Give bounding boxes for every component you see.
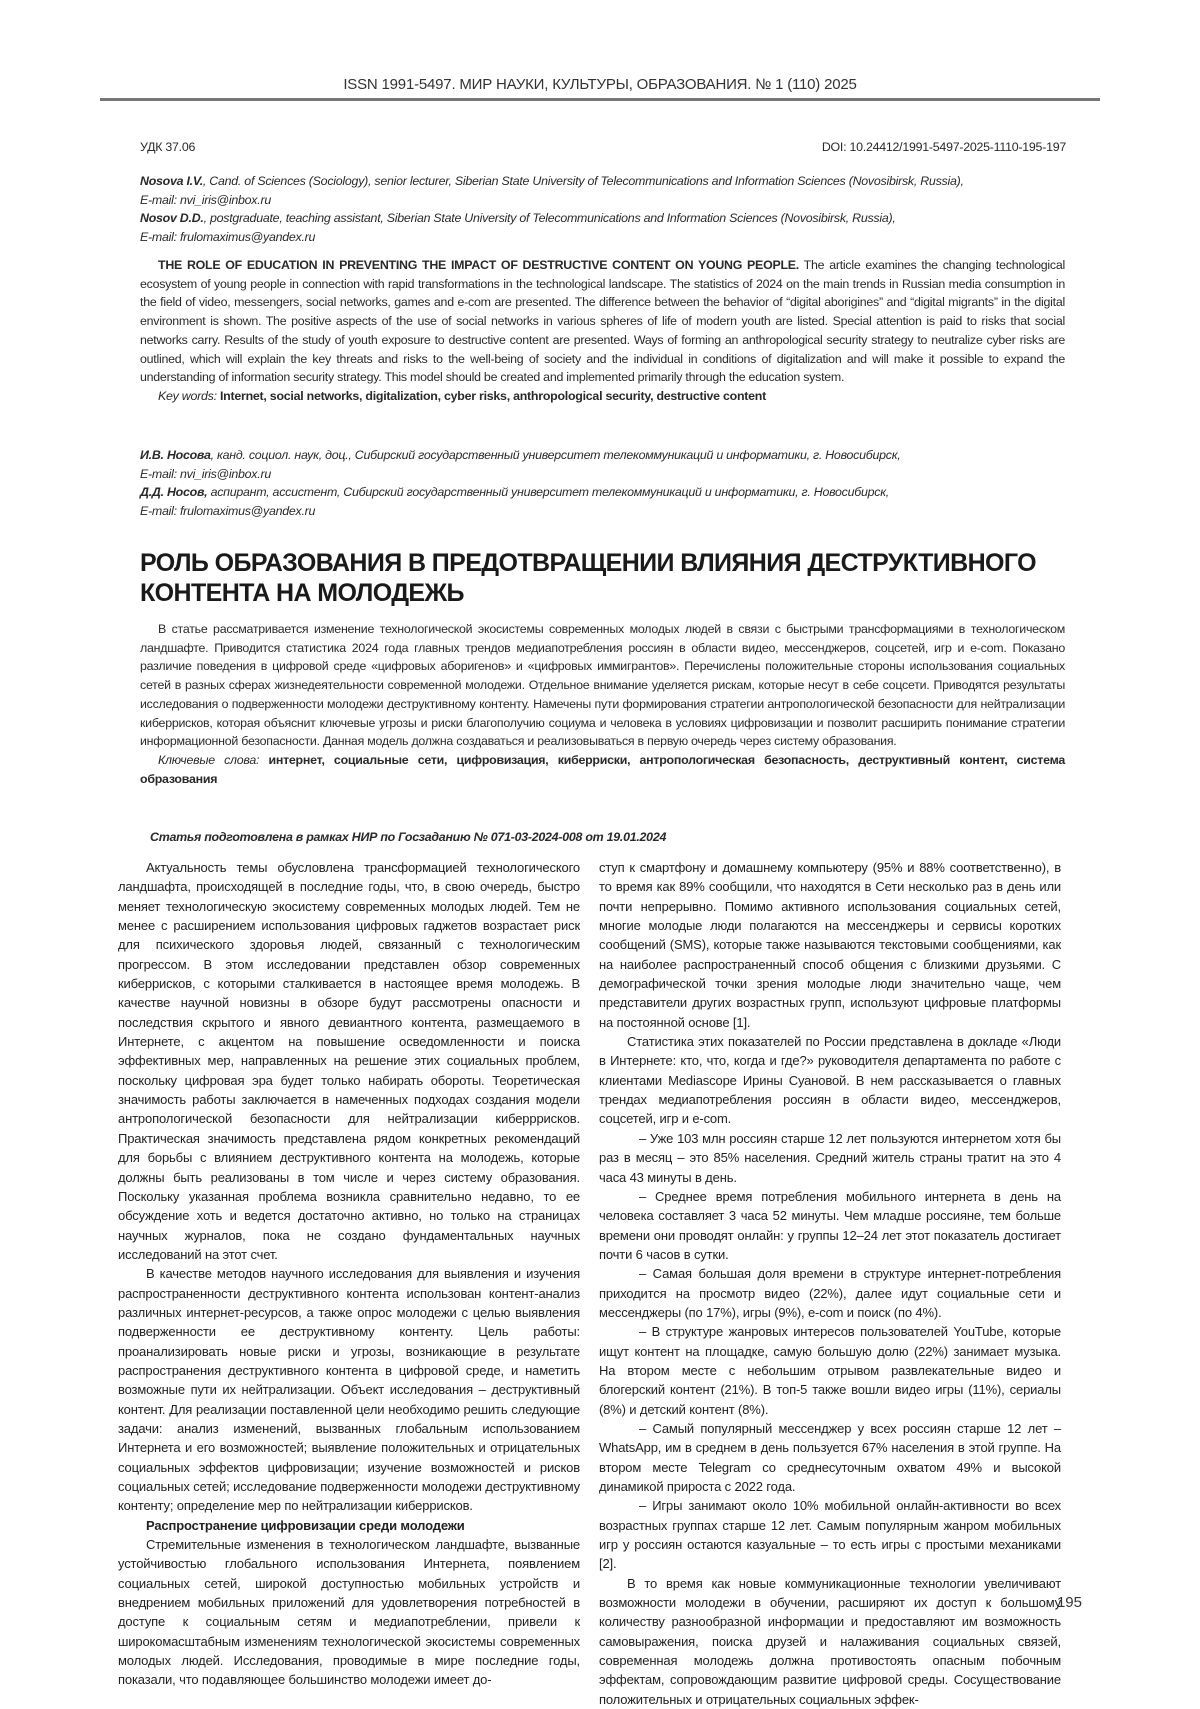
keywords-en: Internet, social networks, digitalization, cyber risks, anthropological security, destructive content — [219, 388, 766, 403]
authors-en — [140, 172, 1070, 247]
running-header: ISSN 1991-5497. МИР НАУКИ, КУЛЬТУРЫ, ОБРАЗОВАНИЯ. № 1 (110) 2025 — [343, 76, 857, 93]
udk-code: УДК 37.06 — [140, 140, 196, 154]
author-email — [140, 465, 1070, 484]
abstract-ru — [140, 620, 1065, 788]
list-item: – Уже 103 млн россиян старше 12 лет пользуются интернетом хотя бы раз в месяц – это 85% населения. Средний житель страны тратит на это 4 часа 43 минуты в день. — [599, 1130, 1061, 1185]
author-email — [140, 191, 1070, 210]
author-email-text: E-mail: nvi_iris@inbox.ru — [140, 192, 271, 207]
paragraph: В то время как новые коммуникационные технологии увеличивают возможности молодежи в обучении, расширяют их доступ к большому количеству разнообразной информации и предоставляют им возможность самовыражения, поиска друзей и налаживания социальных связей, современная молодежь должна противостоять опасным побочным эффектам, сопровождающим развитие цифровой среды. Сосуществование положительных и отрицательных социальных эффек- — [599, 1575, 1061, 1707]
author-name: Nosova I.V. — [140, 174, 203, 188]
abstract-en-title: THE ROLE OF EDUCATION IN PREVENTING THE IMPACT OF DESTRUCTIVE CONTENT ON YOUNG PEOPLE. — [158, 258, 799, 272]
paragraph: Стремительные изменения в технологическом ландшафте, вызванные устойчивостью глобального использования Интернета, появлением социальных сетей, широкой доступностью мобильных устройств и внедрением мобильных приложений для удовлетворения потребностей в доступе к социальным сетям и медиапотреблении, привели к широкомасштабным изменениям технологической экосистемы современных молодых людей. Исследования, проводимые в мире последние годы, показали, что подавляющее большинство молодежи имеет до- — [118, 1537, 580, 1688]
author-email-text: E-mail: frulomaximus@yandex.ru — [140, 230, 316, 245]
keywords-en-label: Key words: — [158, 388, 220, 403]
author-info: , Cand. of Sciences (Sociology), senior lecturer, Siberian State University of Telecommunications and Information Sciences (Novosibirsk, Russia), — [202, 174, 964, 188]
header-rule — [100, 98, 1100, 101]
grant-note: Статья подготовлена в рамках НИР по Госзаданию № 071-03-2024-008 от 19.01.2024 — [150, 830, 667, 844]
abstract-ru-text: В статье рассматривается изменение технологической экосистемы современных молодых людей в связи с быстрыми трансформациями в технологическом ландшафте. Приводится статистика 2024 года главных трендов медиапотребления россиян в области видео, мессенджеров, соцсетей, игр и e-com. Показано различие поведения в цифровой среде «цифровых аборигенов» и «цифровых иммигрантов». Перечислены положительные стороны использования социальных сетей в разных сферах жизнедеятельности современной молодежи. Отдельное внимание уделяется рискам, которые несут в себе соцсети. Приводятся результаты исследования о подверженности молодежи деструктивному контенту. Намечены пути формирования стратегии антропологической безопасности для нейтрализации киберрисков, которая объяснит ключевые угрозы и риски благополучию социума и человека в условиях цифровизации и позволит расширить понимание стратегии информационной безопасности. Данная модель должна создаваться и реализовываться в первую очередь через систему образования. — [140, 622, 1065, 749]
page-number: 195 — [1056, 1594, 1082, 1611]
keywords-ru-label: Ключевые слова: — [158, 752, 269, 767]
body-column-right — [599, 858, 1061, 1709]
author-email — [140, 502, 1070, 521]
list-item: – Самый популярный мессенджер у всех россиян старше 12 лет – WhatsApp, им в среднем в день пользуется 67% населения в этой группе. На втором месте Telegram со среднесуточным охватом 49% и высокой динамикой прироста с 2022 года. — [599, 1420, 1061, 1494]
author-en-2 — [140, 209, 1070, 228]
abstract-en-text: The article examines the changing technological ecosystem of young people in connection with rapid transformations in the technological landscape. The statistics of 2024 on the main trends in Russian media consumption in the field of video, messengers, social networks, games and e-com are presented. The difference between the behavior of “digital aborigines” and “digital migrants” in the digital environment is shown. The positive aspects of the use of social networks in various spheres of life of modern youth are listed. Special attention is paid to risks that social networks carry. Results of the study of youth exposure to destructive content are presented. Ways of forming an anthropological security strategy to neutralize cyber risks are outlined, which will explain the key threats and risks to the well-being of society and the individual in conditions of digitalization and will make it possible to expand the understanding of information security strategy. This model should be created and implemented primarily through the education system. — [140, 258, 1065, 385]
author-name: Nosov D.D. — [140, 211, 204, 226]
list-item: – В структуре жанровых интересов пользователей YouTube, которые ищут контент на площадке, самую большую долю (22%) занимает музыка. На втором месте с небольшим отрывом развлекательные видео и блогерский контент (21%). В топ-5 также вошли видео игры (11%), сериалы (8%) и детский контент (8%). — [599, 1324, 1061, 1417]
paragraph: ступ к смартфону и домашнему компьютеру (95% и 88% соответственно), в то время как 89% сообщили, что находятся в Сети несколько раз в день или почти непрерывно. Помимо активного использования социальных сетей, многие молодые люди полагаются на мессенджеры и сервисы коротких сообщений (SMS), которые также называются текстовыми сообщениями, как на наиболее распространенный способ общения с близкими друзьями. С демографической точки зрения молодые люди значительно чаще, чем представители других возрастных групп, используют цифровые платформы на постоянной основе [1]. — [599, 860, 1061, 1030]
author-name: И.В. Носова — [140, 448, 211, 462]
author-email-text: E-mail: frulomaximus@yandex.ru — [140, 504, 316, 519]
author-name: Д.Д. Носов, — [140, 485, 208, 500]
author-ru-1 — [140, 446, 1070, 465]
author-info: аспирант, ассистент, Сибирский государственный университет телекоммуникаций и информатики, г. Новосибирск, — [207, 485, 889, 500]
author-ru-2 — [140, 483, 1070, 502]
paragraph: Актуальность темы обусловлена трансформацией технологического ландшафта, происходящей в последние годы, что, в свою очередь, быстро меняет технологическую экосистему современных молодых людей. Тем не менее с расширением использования цифровых гаджетов возрастает риск для психического здоровья людей, связанный с технологическим прогрессом. В этом исследовании представлен обзор современных киберрисков, с которыми сталкивается в настоящее время молодежь. В качестве научной новизны в обзоре будут рассмотрены опасности и последствия скрытого и явного девиантного контента, размещаемого в Интернете, с акцентом на повышение осведомленности и поиска эффективных мер, направленных на решение этих социальных проблем, поскольку цифровая эра будет только набирать обороты. Теоретическая значимость работы заключается в намеченных подходах создания модели антропологической безопасности для нейтрализации киберррисков. Практическая значимость представлена рядом конкретных рекомендаций для борьбы с влиянием деструктивного контента на молодежь, которые должны быть реализованы в том числе и через систему образования. Поскольку указанная проблема возникла сравнительно недавно, то ее обсуждение хоть и ведется достаточно активно, но только на страницах научных журналов, пока не создано фундаментальных научных исследований на этот счет. — [118, 860, 580, 1262]
author-info: , канд. социол. наук, доц., Сибирский государственный университет телекоммуникаций и информатики, г. Новосибирск, — [210, 448, 901, 462]
doi: DOI: 10.24412/1991-5497-2025-1110-195-197 — [821, 140, 1066, 154]
author-info: , postgraduate, teaching assistant, Siberian State University of Telecommunications and Information Sciences (Novosibirsk, Russia), — [203, 211, 896, 226]
author-en-1 — [140, 172, 1070, 191]
paragraph: В качестве методов научного исследования для выявления и изучения распространенности деструктивного контента использован контент-анализ различных интернет-ресурсов, а также опрос молодежи с целью выявления подверженности ее деструктивному контенту. Цель работы: проанализировать новые риски и угрозы, возникающие в результате распространения деструктивного контента в цифровой среде, и наметить возможные пути их нейтрализации. Объект исследования – деструктивный контент. Для реализации поставленной цели необходимо решить следующие задачи: анализ изменений, вызванных глобальным использованием Интернета и его возможностей; выявление положительных и отрицательных социальных эффектов цифровизации; изучение возможностей и рисков социальных сетей; исследование подверженности молодежи деструктивному контенту; определение мер по нейтрализации киберрисков. — [118, 1266, 580, 1514]
body-column-left — [118, 858, 580, 1690]
article-title: РОЛЬ ОБРАЗОВАНИЯ В ПРЕДОТВРАЩЕНИИ ВЛИЯНИЯ ДЕСТРУКТИВНОГО КОНТЕНТА НА МОЛОДЕЖЬ — [140, 549, 1036, 607]
list-item: – Игры занимают около 10% мобильной онлайн-активности во всех возрастных группах старше 12 лет. Самым популярным жанром мобильных игр у россиян остаются казуальные – то есть игры с простыми механиками [2]. — [599, 1498, 1061, 1572]
list-item: – Самая большая доля времени в структуре интернет-потребления приходится на просмотр видео (22%), далее идут социальные сети и мессенджеры (по 17%), игры (9%), e-com и поиск (по 4%). — [599, 1266, 1061, 1320]
list-item: – Среднее время потребления мобильного интернета в день на человека составляет 3 часа 52 минуты. Чем младше россияне, тем больше времени они проводят онлайн: у группы 12–24 лет этот показатель достигает почти 6 часов в сутки. — [599, 1188, 1061, 1262]
section-heading: Распространение цифровизации среди молодежи — [146, 1517, 465, 1533]
keywords-ru: интернет, социальные сети, цифровизация, киберриски, антропологическая безопасность, деструктивный контент, система образования — [140, 752, 1066, 786]
paragraph: Статистика этих показателей по России представлена в докладе «Люди в Интернете: кто, что, когда и где?» руководителя департамента по работе с клиентами Mediascope Ирины Суановой. В нем рассказывается о главных трендах медиапотребления россиян в области видео, мессенджеров, соцсетей, игр и e-com. — [599, 1034, 1061, 1127]
author-email-text: E-mail: nvi_iris@inbox.ru — [140, 466, 271, 481]
authors-ru — [140, 446, 1070, 521]
abstract-en — [140, 256, 1065, 406]
author-email — [140, 228, 1070, 247]
